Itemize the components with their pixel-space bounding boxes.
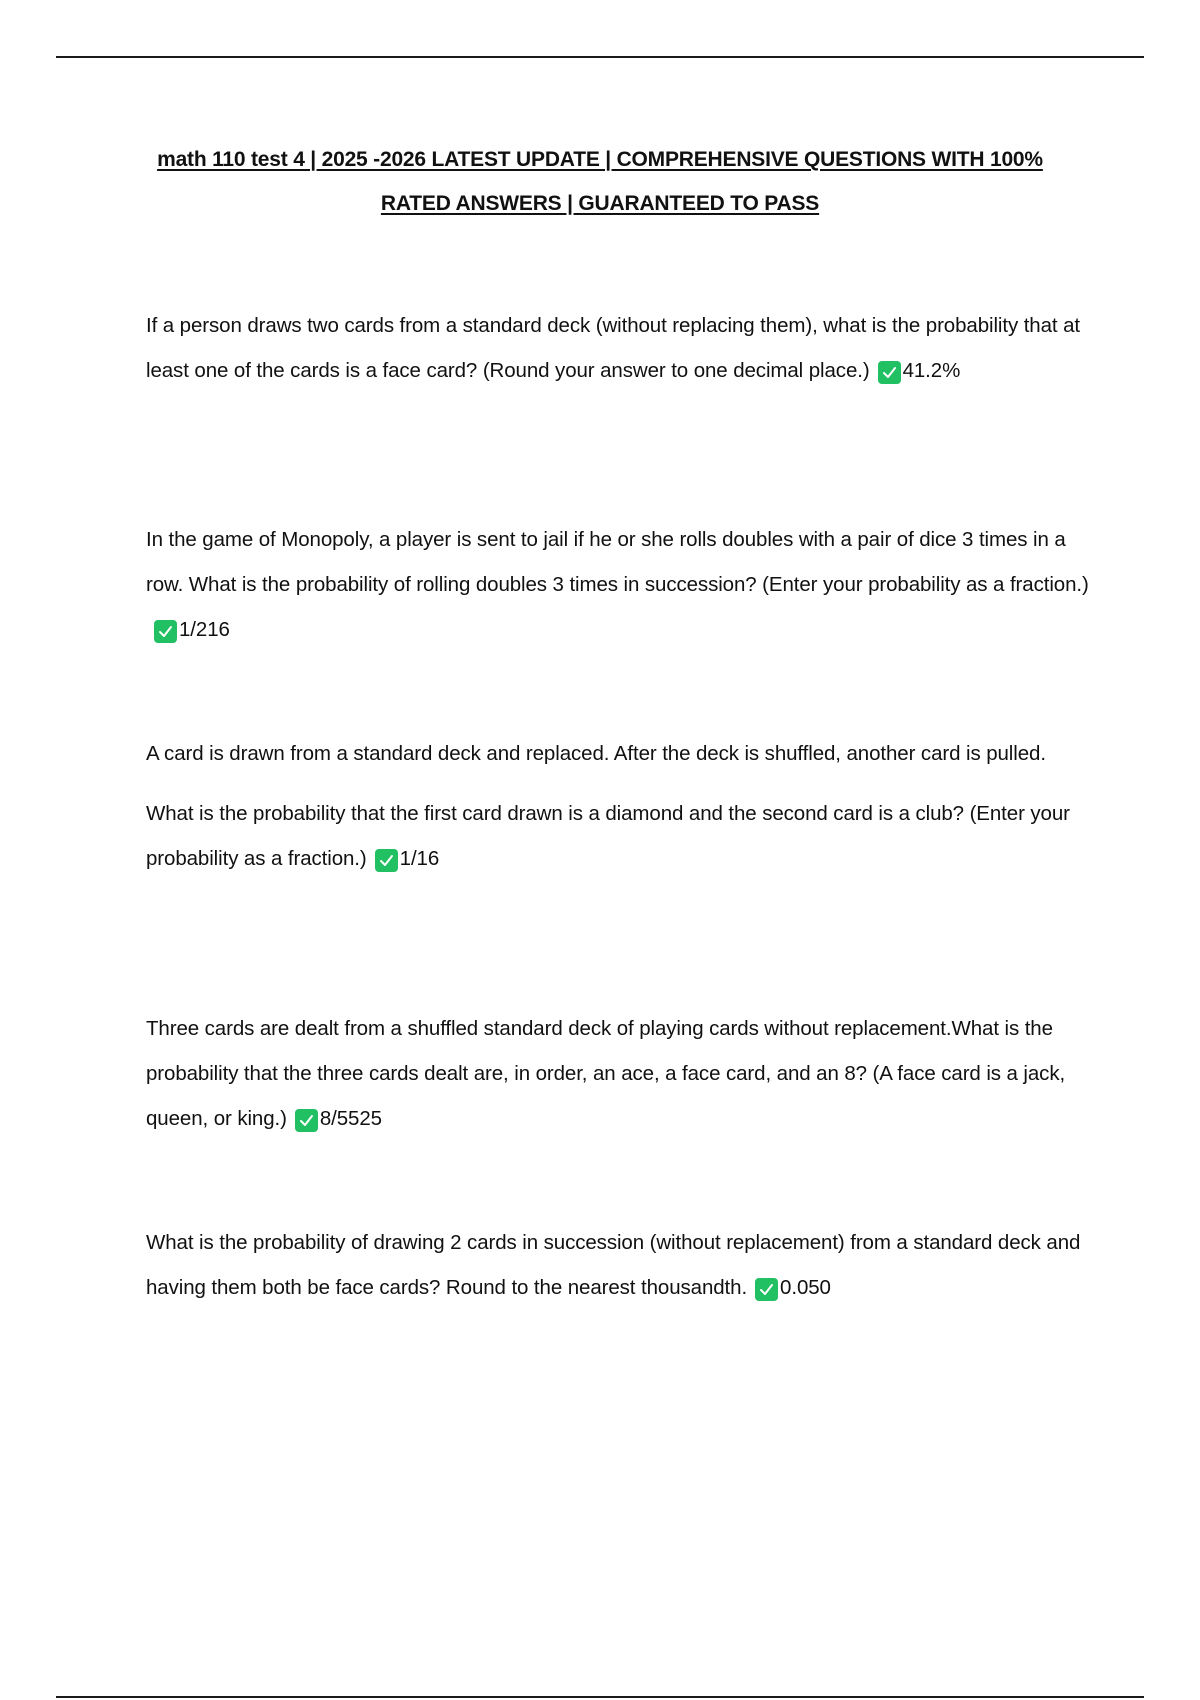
question-block-1 (146, 303, 1096, 393)
answer-text: 41.2% (902, 359, 961, 382)
question-text (146, 791, 1096, 881)
question-block-4 (146, 1006, 1096, 1141)
question-context: A card is drawn from a standard deck and replaced. After the deck is shuffled, another card is pulled. (146, 742, 1046, 765)
question-body: What is the probability of drawing 2 cards in succession (without replacement) from a standard deck and having them both be face cards? Round to the nearest thousandth. (146, 1231, 1081, 1299)
green-check-mark-icon (878, 361, 901, 384)
answer-text: 0.050 (780, 1276, 831, 1299)
title-line-1: math 110 test 4 | 2025 -2026 LATEST UPDATE | COMPREHENSIVE QUESTIONS WITH 100% (157, 148, 1043, 171)
answer-text: 8/5525 (319, 1107, 382, 1130)
question-body: If a person draws two cards from a standard deck (without replacing them), what is the probability that at least one of the cards is a face card? (Round your answer to one decimal place.) (146, 314, 1080, 382)
green-check-mark-icon (295, 1109, 318, 1132)
green-check-mark-icon (375, 849, 398, 872)
top-rule (56, 56, 1144, 58)
green-check-mark-icon (154, 620, 177, 643)
green-check-mark-icon (755, 1278, 778, 1301)
question-block-3 (146, 731, 1096, 881)
question-text (146, 1220, 1096, 1310)
question-text (146, 1006, 1096, 1141)
document-title (100, 138, 1100, 226)
question-text (146, 517, 1096, 652)
question-body: Three cards are dealt from a shuffled standard deck of playing cards without replacement.What is the probability that the three cards dealt are, in order, an ace, a face card, and an 8? (A face card is a jack, queen, or king.) (146, 1017, 1066, 1130)
question-block-5 (146, 1220, 1096, 1310)
title-line-2: RATED ANSWERS | GUARANTEED TO PASS (380, 192, 820, 215)
bottom-rule (56, 1696, 1144, 1698)
question-text (146, 303, 1096, 393)
question-body: What is the probability that the first card drawn is a diamond and the second card is a club? (Enter your probability as a fraction.) (146, 802, 1070, 870)
question-body: In the game of Monopoly, a player is sent to jail if he or she rolls doubles with a pair of dice 3 times in a row. What is the probability of rolling doubles 3 times in succession? (Enter your probability as a fraction.) (146, 528, 1089, 596)
answer-text: 1/16 (399, 847, 440, 870)
question-block-2 (146, 517, 1096, 652)
answer-text: 1/216 (179, 618, 230, 641)
